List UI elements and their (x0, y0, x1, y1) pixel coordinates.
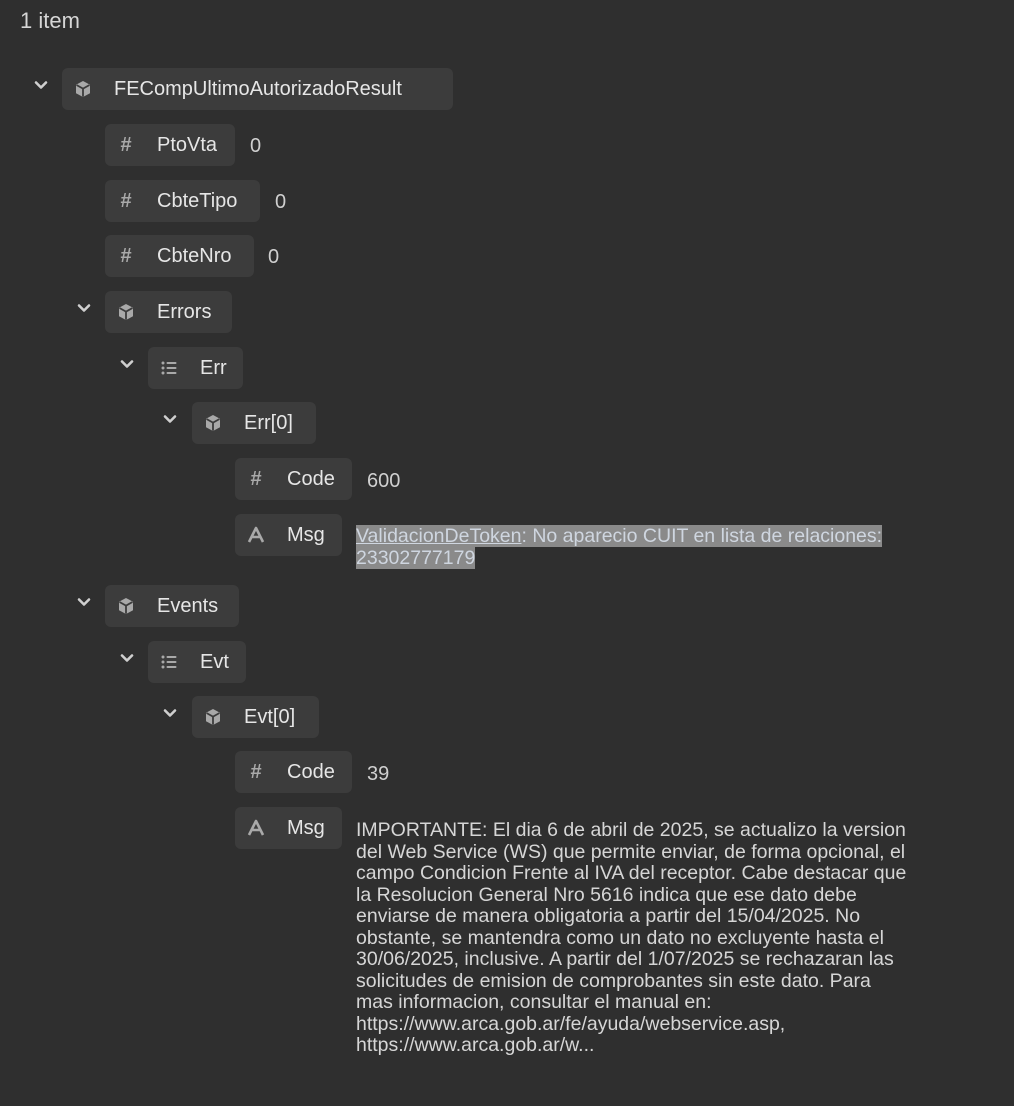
cube-icon (115, 301, 137, 323)
list-icon (158, 357, 180, 379)
message-link[interactable]: ValidacionDeToken (356, 525, 522, 547)
node-label: Evt (200, 650, 229, 673)
node-value: 600 (367, 470, 401, 492)
message-line: https://www.arca.gob.ar/fe/ayuda/webservice.asp, (356, 1012, 786, 1035)
message-line: campo Condicion Frente al IVA del receptor. Cabe destacar que (356, 862, 907, 884)
cube-icon (202, 706, 224, 728)
message-line: mas informacion, consultar el manual en: (356, 991, 712, 1013)
node-label: FECompUltimoAutorizadoResult (114, 77, 402, 100)
node-value: 0 (250, 135, 262, 157)
chevron-down-icon[interactable] (159, 408, 181, 430)
cube-icon (115, 595, 137, 617)
node-label: Evt[0] (244, 705, 296, 728)
hash-icon: # (250, 760, 262, 783)
node-label: Msg (287, 523, 325, 546)
message-line: https://www.arca.gob.ar/w... (356, 1034, 595, 1056)
node-value: 0 (268, 246, 280, 268)
node-evt[interactable] (148, 641, 246, 683)
message-line: IMPORTANTE: El dia 6 de abril de 2025, se actualizo la version (356, 819, 906, 841)
node-evt-code[interactable] (235, 751, 352, 793)
message-line: del Web Service (WS) que permite enviar, de forma opcional, el (356, 840, 906, 863)
node-label: Err (200, 356, 227, 379)
node-label: Err[0] (244, 411, 293, 434)
node-evt-0[interactable] (192, 696, 319, 738)
event-message (356, 820, 1011, 1057)
message-line: 30/06/2025, inclusive. A partir del 1/07/2025 se rechazaran las (356, 948, 894, 970)
node-err-0[interactable] (192, 402, 316, 444)
hash-icon: # (250, 467, 262, 490)
letter-a-icon (245, 524, 267, 546)
node-value: 39 (367, 763, 390, 785)
cube-icon (202, 412, 224, 434)
node-value: 0 (275, 191, 287, 213)
letter-a-icon (245, 817, 267, 839)
message-line: enviarse de manera obligatoria a partir del 15/04/2025. No (356, 905, 861, 927)
node-cbtetipo[interactable] (105, 180, 260, 222)
node-label: Code (287, 760, 335, 783)
node-evt-msg[interactable] (235, 807, 342, 849)
node-err-code[interactable] (235, 458, 352, 500)
chevron-down-icon[interactable] (159, 702, 181, 724)
node-label: Events (157, 594, 219, 617)
node-cbtenro[interactable] (105, 235, 254, 277)
item-count: 1 item (20, 8, 80, 33)
node-label: CbteNro (157, 244, 232, 267)
node-err[interactable] (148, 347, 243, 389)
message-line: solicitudes de emision de comprobantes sin este dato. Para (356, 969, 871, 992)
node-events[interactable] (105, 585, 239, 627)
message-text: 23302777179 (356, 546, 476, 569)
node-label: Msg (287, 816, 325, 839)
node-label: Code (287, 467, 335, 490)
list-icon (158, 651, 180, 673)
hash-icon: # (120, 244, 132, 267)
node-label: Errors (157, 300, 212, 323)
cube-icon (72, 78, 94, 100)
chevron-down-icon[interactable] (116, 647, 138, 669)
node-err-msg[interactable] (235, 514, 342, 556)
node-root[interactable] (62, 68, 453, 110)
chevron-down-icon[interactable] (116, 353, 138, 375)
message-line: la Resolucion General Nro 5616 indica que ese dato debe (356, 883, 857, 906)
hash-icon: # (120, 133, 132, 156)
message-line: obstante, se mantendra como un dato no excluyente hasta el (356, 926, 884, 949)
error-message[interactable] (356, 526, 996, 569)
node-ptovta[interactable] (105, 124, 235, 166)
node-label: CbteTipo (157, 189, 238, 212)
chevron-down-icon[interactable] (30, 74, 52, 96)
node-errors[interactable] (105, 291, 232, 333)
chevron-down-icon[interactable] (73, 591, 95, 613)
message-text: : No aparecio CUIT en lista de relaciones: (521, 525, 883, 547)
node-label: PtoVta (157, 133, 218, 156)
chevron-down-icon[interactable] (73, 297, 95, 319)
hash-icon: # (120, 189, 132, 212)
